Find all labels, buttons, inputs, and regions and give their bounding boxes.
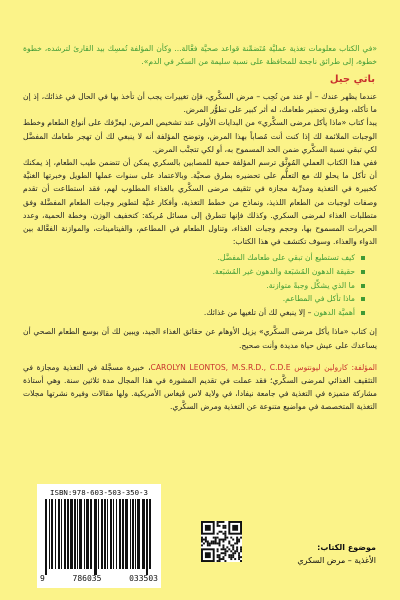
feature-item: ما الذي يشكِّل وجبةً متوازنة.	[23, 279, 365, 293]
feature-item: كيف تستطيع أن تبقي على طعامك المفضَّل.	[23, 251, 365, 265]
subject-value: الأغذية – مرض السكري	[297, 556, 376, 565]
spacer	[23, 352, 377, 361]
book-subject	[256, 541, 376, 567]
isbn-barcode	[37, 484, 161, 588]
subject-title: موضوع الكتاب:	[317, 543, 376, 552]
quote-author: باتي جيل	[329, 74, 375, 85]
barcode-bars	[43, 499, 155, 575]
feature-item: ماذا تأكل في المطاعم.	[23, 292, 365, 306]
feature-list	[23, 251, 377, 319]
feature-item-lead: أهميَّة الدهون	[313, 307, 355, 317]
feature-item	[23, 306, 365, 320]
intro-quote: «في الكتاب معلومات تغذية عمليَّة مُتَضمِّنة قواعد صحيَّة فعَّالة... وكأن المؤلفة تُمسِك بيد القارئ لترشده، خطوة خطوة، إلى طرائق ناجحة للمحافظة على نسبة سليمة من السكر في الدم».	[23, 44, 377, 66]
author-bio-text: ، خبيرة مسجَّلة في التغذية ومجازة في التثقيف الغذائي لمرضى السكَّري؛ فقد عملت في تقديم المشورة في هذا المجال مدة ثلاثين سنة. وهي أستاذة مشاركة متميزة في التغذية في جامعة نيفادا، في ولاية لاس ڤيغاس الأمريكية. ولها مقالات وفيرة نشرتها مجلات التغذية المتخصصة في مواضيع متنوعة عن التغذية ومرض السكَّري.	[23, 362, 377, 412]
feature-item: حقيقة الدهون المُشبَعة والدهون غير المُشبَعة.	[23, 265, 365, 279]
feature-item-rest: – إلا ينبغي لك أن تلغيها من غذائك.	[203, 307, 314, 317]
isbn-digit-group: 9	[40, 574, 45, 583]
summary-paragraph: إن كتاب «ماذا يأكل مرضى السكَّري» يزيل الأوهام عن حقائق الغذاء الجيد، ويبين لك أن بوسع الطعام الصحي أن يساعدك على عيش حياة مديدة وأنت صحيح.	[23, 327, 377, 350]
author-bio-latin-name: CAROLYN LEONTOS, M.S.R.D., C.D.E	[150, 362, 291, 372]
description-paragraph-3: ففي هذا الكتاب العملي المُوثَّق ترسم المؤلفة حمية للمصابين بالسكري يمكن أن تتضمن طيب الطعام، إذ يمكنك أن تأكل ما يحلو لك مع التعلُّم على تحضيره بطرق صحيَّة. وبالاعتماد على سنوات عملها الطويل وخبرتها الغنيَّة كخبيرة في التغذية ومدرِّبة مجازة في تثقيف مرضى السكَّري بالغذاء المطلوب لهم، فقد استطاعت أن تقدم وصفات لوجبات من الطعام اللذيذ، ونماذج من خطط التغذية، وأفكار غنيَّة لتطوير وجبات الطعام المفضَّلة وفق متطلبات الغذاء لمرضى السكري. وكذلك فإنها تتطرق إلى مسائل مُربكة: كتخفيف الوزن، وخطة الحمية، وعدد الحريرات المسموح بها، وحجم وجبات الغذاء، وتناول الطعام في المطاعم، والفيتامينات، والموازنة الفعَّالة بين الدواء والغذاء. وسوف تكتشف في هذا الكتاب:	[23, 158, 377, 247]
author-bio	[23, 361, 377, 414]
author-bio-label: المؤلفة: كارولين ليونتوس	[294, 362, 378, 372]
isbn-text: ISBN:978-603-503-350-3	[50, 488, 148, 497]
qr-code	[201, 521, 242, 562]
description-paragraph-2: يبدأ كتاب «ماذا يأكل مرضى السكَّري» من البدايات الأولى عند تشخيص المرض، ليعرِّفك على أنواع الطعام وخطط الوجبات الملائمة لك إذا كنت أنت مُصاباً بهذا المرض، وتوضح المؤلفة أنه لا ينبغي لك أن تهجر طعامك المفضَّل لكي تبقي نسبة السكَّري ضمن الحد المسموح به، أو لكي تتجنَّب المرض.	[23, 118, 377, 154]
description-paragraph-1: عندما يظهر عندك – أو عند من تُحِب – مرض السكَّري، فإن تغييرات يجب أن تأخذ بها في الحال في غذائك، إذ إن ما تأكله، وطرق تحضير طعامك، له أثر كبير على تطوُّر المرض.	[23, 92, 377, 115]
isbn-digits	[37, 574, 161, 583]
isbn-digit-group: 786035	[72, 574, 102, 583]
isbn-digit-group: 033503	[129, 574, 158, 583]
